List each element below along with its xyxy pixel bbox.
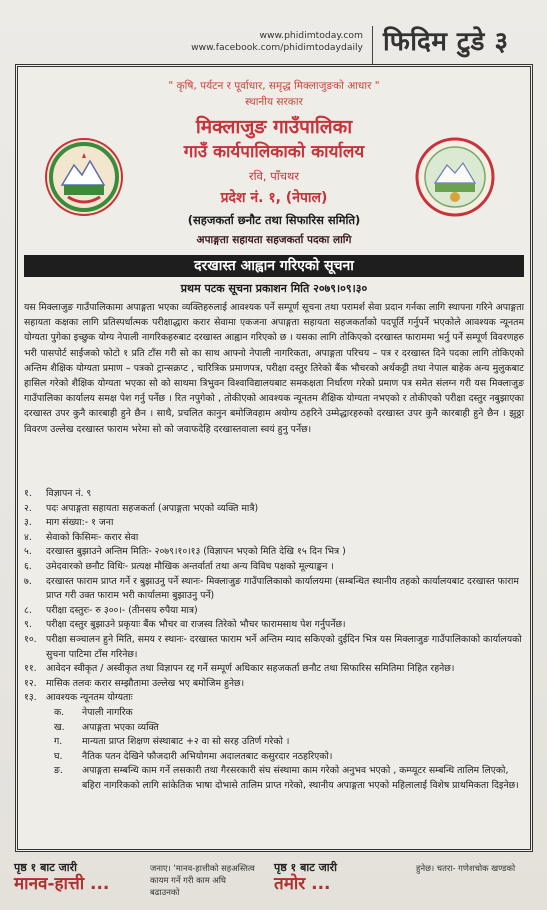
office-location: रवि, पाँचथर <box>248 169 300 183</box>
province-label: प्रदेश नं. १, (नेपाल) <box>220 190 328 206</box>
continued-label: पृष्ठ १ बाट जारी <box>274 861 337 874</box>
list-item: ३. माग संख्या:- १ जना <box>24 517 114 529</box>
qualification-sublist <box>24 706 526 794</box>
sub-item: ग. मान्यता प्राप्त शिक्षण संस्थाबाट +२ वा सो सरह उतिर्ण गरेको । <box>54 736 290 748</box>
article-headline: तमोर ... <box>274 874 331 894</box>
list-item: ९. परीक्षा दस्तुर बुझाउने प्रकृयाः बैंक भौचर वा राजस्व तिरेको भौचर फारामसाथ पेश गर्नुपर्नेछ। <box>24 619 346 631</box>
list-item: १३. आवश्यक न्यूनतम योग्यताः <box>24 692 133 704</box>
masthead-divider <box>372 26 373 64</box>
bottom-strip <box>0 856 547 910</box>
notice-box <box>15 64 533 852</box>
list-item: ११. आवेदन स्वीकृत / अस्वीकृत तथा विज्ञापन रद्द गर्ने सम्पूर्ण अधिकार सहजकर्ता छनौट तथा सिफारिस समितिमा निहित रहनेछ। <box>24 663 455 675</box>
list-item: १. विज्ञापन नं. ९ <box>24 488 92 499</box>
facebook-url: www.facebook.com/phidimtodaydaily <box>191 42 363 53</box>
list-item: ६. उमेदवारको छनौट विधिः- प्रत्यक्ष मौखिक अन्तर्वार्ता तथा अन्य विविध पक्षको मूल्याङ्कन । <box>24 560 334 572</box>
masthead-links <box>191 30 363 54</box>
list-item: १०. परीक्षा सञ्चालन हुने मिति, समय र स्थानः- दरखास्त फाराम भर्ने अन्तिम म्याद सकिएको दुईदिन भित्र यस मिक्लाजुङ गाउँपालिकाको कार्यालयको सुचना पाटिमा टाँस गरिनेछ। <box>24 633 522 660</box>
slogan: " कृषि, पर्यटन र पूर्वाधार, समृद्ध मिक्लाजुङको आधार " <box>168 80 380 92</box>
website-url: www.phidimtoday.com <box>259 30 363 41</box>
list-item: ५. दरखास्त बुझाउने अन्तिम मितिः- २०७९।१०।१३ (विज्ञापन भएको मिति देखि १५ दिन भित्र ) <box>24 546 346 558</box>
sub-item: ङ. अपाङ्गता सम्बन्धि काम गर्ने लसकारी तथा गैरसरकारी संघ संस्थामा काम गरेको अनुभव भएको , कम्प्यूटर सम्बन्धि तालिम लिएको, बहिरा नागरिकको लागि सांकेतिक भाषा दोभासे तालिम प्राप्त गरेको, स्थानीय अपाङ्गता भएको महिलालाई विशेष प्राथमिकता दिइनेछ। <box>54 765 519 791</box>
requirements-list <box>24 487 526 793</box>
article-snippet: जनाए। 'मानव-हात्तीको सहअस्तित्व कायम गर्ने गरी काम अघि बढाउनको <box>150 863 255 897</box>
list-item: ७. दरखास्त फाराम प्राप्त गर्ने र बुझाउनु पर्ने स्थानः- मिक्लाजुङ गाउँपालिकाको कार्यालयमा (सम्बन्धित स्थानीय तहको कार्यालयबाट दरखास्त फाराम प्राप्त गरी उक्त फाराम भरी कार्यालमा बुझाउनु पर्ने) <box>24 575 519 602</box>
municipality-name: मिक्लाजुङ गाउँपालिका <box>195 116 353 138</box>
newspaper-title: फिदिम टुडे ३ <box>383 27 509 57</box>
continued-col-1 <box>14 861 124 894</box>
list-item: ४. सेवाको किसिमः- करार सेवा <box>24 531 139 543</box>
notice-banner: दरखास्त आह्वान गरिएको सूचना <box>24 255 524 277</box>
post-title: अपाङ्गता सहायता सहजकर्ता पदका लागि <box>196 234 352 246</box>
sub-item: ख. अपाङ्गता भएका व्यक्ति <box>54 721 159 733</box>
continued-col-3 <box>274 861 384 894</box>
list-item: १२. मासिक तलवः करार सम्झौतामा उल्लेख भए बमोजिम हुनेछ। <box>24 677 245 689</box>
article-snippet: हुनेछ। चतरा- गणेशचोक खण्डको <box>416 863 516 873</box>
local-government-label: स्थानीय सरकार <box>245 96 303 108</box>
list-item: ८. परीक्षा दस्तुरः- रु ३००।- (तीनसय रुपैया मात्र) <box>24 604 198 616</box>
article-headline: मानव-हात्ती ... <box>14 874 110 894</box>
notice-body: यस मिक्लाजुङ गाउँपालिकामा अपाङ्गता भएका व्यक्तिहरुलाई आवश्यक पर्ने सम्पूर्ण सूचना तथा परामर्श सेवा प्रदान गर्नका लागि स्थापना गरिने अपाङ्गता सहायता कक्षका लागि प्रतिस्पर्धात्मक परीक्षाद्धारा करार सेवामा एकजना अपाङ्गता सहायता सहजकर्ताको पदपूर्ति गर्नुपर्ने भएकोले आवश्यक न्यूनतम योग्यता पुगेका इच्छुक योग्य नेपाली नागरिकहरुबाट दरखास्त आह्वान गरिएको छ । यसका लागि तोकिएको दरखास्त फाराममा भर्नु पर्ने सम्पूर्ण विवरणहरु भरी पासपोर्ट साईजको फोटो १ प्रति टाँस गरी सो का साथ आफ्नो नेपाली नागरिकता, अपाङ्गता परिचय – पत्र र दरखास्त दिने पदका लागि तोकिएको अन्तिम शैक्षिक योग्यता प्रमाण – पत्रको ट्रान्सक्रप्ट , चारित्रिक प्रमाणपत्र, परीक्षा दस्तुर तिरेको बैंक भौचरको अर्थकट्टी तथा नेपाल बाहेक अन्य मुलुकबाट हासिल गरेको शैक्षिक योग्यता भएका सो को साथमा त्रिभुवन विश्वाविद्यालयबाट समकक्षता निर्धारण गरेको प्रमाण पत्र समेत संलग्न गरी यस मिक्लाजुङ गाउँपालिका कार्यालय समक्ष पेश गर्नु पर्नेछ । रित नपुगेको , तोकीएको आवश्यक न्यूनतम शैक्षिक योग्यता नभएको र तोकीएको परीक्षा दस्तुर नबुझाएका दरखास्त उपर कुनै कारबाही हुने छैन । साथै, प्रचलित कानुन बमोजिवहाम अयोग्य ठहरिने उम्मेद्धारहरुको दरखास्त उपर कुनै कारबाही हुने छैन । झुठ्ठा विवरण उल्लेख दरखास्त फाराम भरेमा सो को जवाफदेहि दरखास्तवाला स्वयं हुनु पर्नेछ। <box>24 302 524 435</box>
committee-name: (सहजकर्ता छनौट तथा सिफारिस समिति) <box>187 213 361 227</box>
list-item: २. पदः अपाङ्गता सहायता सहजकर्ता (अपाङ्गता भएको व्यक्ति मात्रै) <box>24 502 259 514</box>
office-name: गाउँ कार्यपालिकाको कार्यालय <box>183 142 365 162</box>
sub-item: घ. नैतिक पतन देखिने फौजदारी अभियोगमा अदालतबाट कसुरदार नठहरिएको। <box>54 750 333 762</box>
continued-label: पृष्ठ १ बाट जारी <box>14 861 77 874</box>
sub-item: क. नेपाली नागरिक <box>54 706 133 718</box>
first-publish-date: प्रथम पटक सूचना प्रकाशन मिति २०७९।०९।३० <box>180 282 368 295</box>
